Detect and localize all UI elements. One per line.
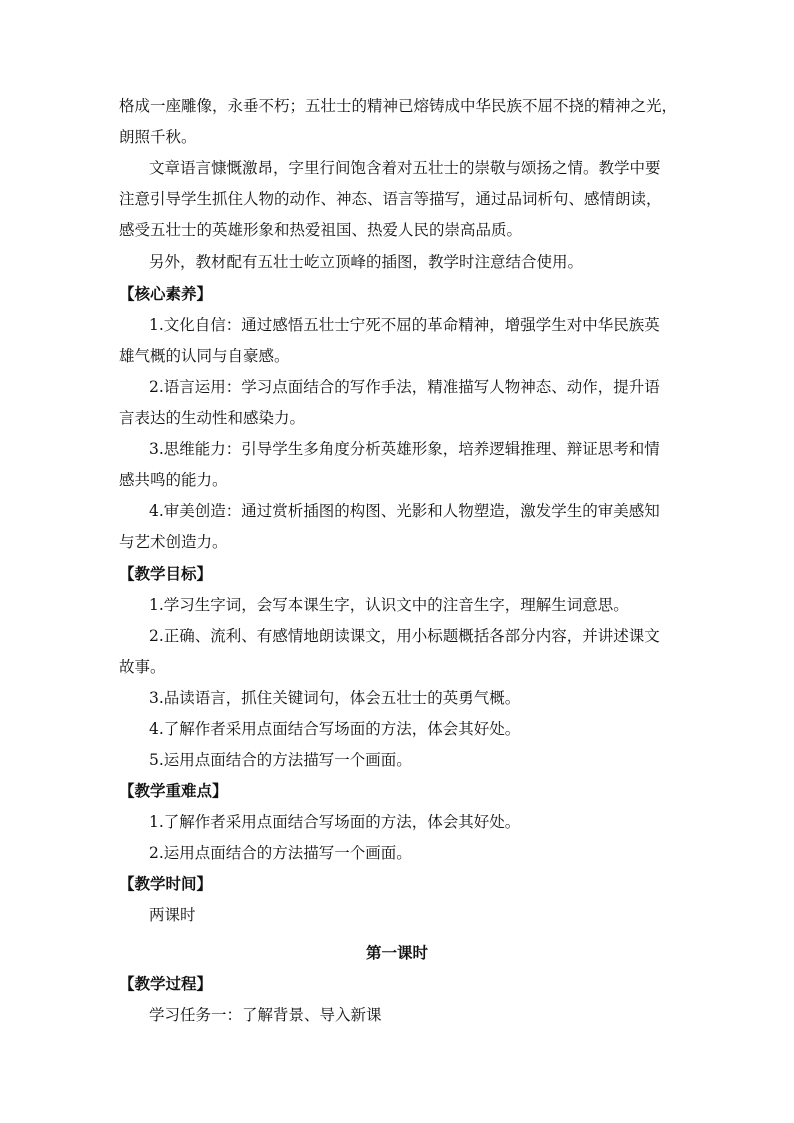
core-literacy-item2-line1: 2.语言运用：学习点面结合的写作手法，精准描写人物神态、动作，提升语 <box>149 378 660 396</box>
key-points-item1: 1.了解作者采用点面结合写场面的方法，体会其好处。 <box>149 813 521 831</box>
core-literacy-heading: 【核心素养】 <box>119 284 213 303</box>
goals-item2-line1: 2.正确、流利、有感情地朗读课文，用小标题概括各部分内容，并讲述课文 <box>149 627 660 645</box>
intro-p1-line1: 格成一座雕像，永垂不朽；五壮士的精神已熔铸成中华民族不屈不挠的精神之光， <box>119 97 678 115</box>
time-value: 两课时 <box>149 906 196 924</box>
intro-p3: 另外，教材配有五壮士屹立顶峰的插图，教学时注意结合使用。 <box>149 253 584 271</box>
goals-item1: 1.学习生字词，会写本课生字，认识文中的注音生字，理解生词意思。 <box>149 596 629 614</box>
core-literacy-item2-line2: 言表达的生动性和感染力。 <box>119 409 306 427</box>
process-heading: 【教学过程】 <box>119 974 213 993</box>
time-heading: 【教学时间】 <box>119 874 213 893</box>
core-literacy-item3-line1: 3.思维能力：引导学生多角度分析英雄形象，培养逻辑推理、辩证思考和情 <box>149 440 660 458</box>
key-points-heading: 【教学重难点】 <box>119 781 228 800</box>
core-literacy-item4-line2: 与艺术创造力。 <box>119 533 228 551</box>
goals-item5: 5.运用点面结合的方法描写一个画面。 <box>149 751 412 769</box>
intro-p2-line3: 感受五壮士的英雄形象和热爱祖国、热爱人民的崇高品质。 <box>119 221 523 239</box>
goals-item3: 3.品读语言，抓住关键词句，体会五壮士的英勇气概。 <box>149 689 521 707</box>
intro-p2-line2: 注意引导学生抓住人物的动作、神态、语言等描写，通过品词析句、感情朗读， <box>119 190 662 208</box>
core-literacy-item3-line2: 感共鸣的能力。 <box>119 471 228 489</box>
task1: 学习任务一：了解背景、导入新课 <box>149 1006 382 1024</box>
lesson-title: 第一课时 <box>365 943 428 962</box>
intro-p2-line1: 文章语言慷慨激昂，字里行间饱含着对五壮士的崇敬与颂扬之情。教学中要 <box>149 159 661 177</box>
core-literacy-item1-line1: 1.文化自信：通过感悟五壮士宁死不屈的革命精神，增强学生对中华民族英 <box>149 316 660 334</box>
intro-p1-line2: 朗照千秋。 <box>119 128 197 146</box>
core-literacy-item4-line1: 4.审美创造：通过赏析插图的构图、光影和人物塑造，激发学生的审美感知 <box>149 502 660 520</box>
goals-item4: 4.了解作者采用点面结合写场面的方法，体会其好处。 <box>149 720 521 738</box>
core-literacy-item1-line2: 雄气概的认同与自豪感。 <box>119 347 290 365</box>
key-points-item2: 2.运用点面结合的方法描写一个画面。 <box>149 844 412 862</box>
goals-item2-line2: 故事。 <box>119 658 166 676</box>
goals-heading: 【教学目标】 <box>119 564 213 583</box>
